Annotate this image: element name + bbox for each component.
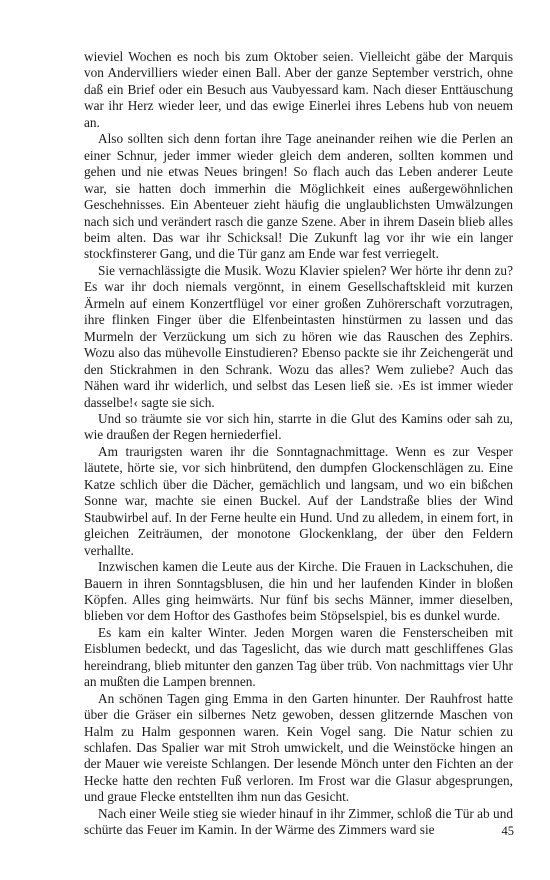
paragraph: Nach einer Weile stieg sie wieder hinauf in ihr Zimmer, schloß die Tür ab und schürte das Feuer im Kamin. In der Wärme des Zimmers ward sie <box>84 805 513 838</box>
paragraph: An schönen Tagen ging Emma in den Garten hinunter. Der Rauhfrost hatte über die Gräser ein silbernes Netz gewoben, dessen glitzernde Maschen von Halm zu Halm gesponnen waren. Kein Vogel sang. Die Natur schien zu schlafen. Das Spalier war mit Stroh umwickelt, und die Weinstöcke hingen an der Mauer wie vereiste Schlangen. Der lesende Mönch unter den Fichten an der Hecke hatte den rechten Fuß verloren. Im Frost war die Glasur abgesprungen, und graue Flecke entstellten ihm nun das Gesicht. <box>84 690 513 805</box>
page-number: 45 <box>501 824 514 838</box>
paragraph: wieviel Wochen es noch bis zum Oktober seien. Vielleicht gäbe der Marquis von Andervilliers wieder einen Ball. Aber der ganze September verstrich, ohne daß ein Brief oder ein Besuch aus Vaubyessard kam. Nach dieser Enttäuschung war ihr Herz wieder leer, und das ewige Einerlei ihres Lebens hub von neuem an. <box>84 49 513 130</box>
paragraph: Also sollten sich denn fortan ihre Tage aneinander reihen wie die Perlen an einer Schnur, jeder immer wieder gleich dem anderen, sollten kommen und gehen und nie etwas Neues bringen! So flach auch das Leben anderer Leute war, sie hatten doch immerhin die Möglichkeit eines außergewöhnlichen Geschehnisses. Ein Abenteuer zieht häufig die unglaublichsten Umwälzungen nach sich und verändert rasch die ganze Szene. Aber in ihrem Dasein blieb alles beim alten. Das war ihr Schicksal! Die Zukunft lag vor ihr wie ein langer stockfinsterer Gang, und die Tür ganz am Ende war fest verriegelt. <box>84 131 513 262</box>
paragraph: Es kam ein kalter Winter. Jeden Morgen waren die Fensterscheiben mit Eisblumen bedeckt, und das Tageslicht, das wie durch matt geschliffenes Glas hereindrang, blieb mitunter den ganzen Tag über trüb. Von nachmittags vier Uhr an mußten die Lampen brennen. <box>84 624 513 690</box>
paragraph: Am traurigsten waren ihr die Sonntagnachmittage. Wenn es zur Vesper läutete, hörte sie, vor sich hinbrütend, den dumpfen Glockenschlägen zu. Eine Katze schlich über die Dächer, gemächlich und langsam, und wo ein bißchen Sonne war, machte sie einen Buckel. Auf der Landstraße blies der Wind Staubwirbel auf. In der Ferne heulte ein Hund. Und zu alledem, in einem fort, in gleichen Zeiträumen, der monotone Glockenklang, der über den Feldern verhallte. <box>84 443 513 558</box>
paragraph: Inzwischen kamen die Leute aus der Kirche. Die Frauen in Lackschuhen, die Bauern in ihren Sonntagsblusen, die hin und her laufenden Kinder in bloßen Köpfen. Alles ging heimwärts. Nur fünf bis sechs Männer, immer dieselben, blieben vor dem Hoftor des Gasthofes beim Stöpselspiel, bis es dunkel wurde. <box>84 559 513 624</box>
paragraph: Sie vernachlässigte die Musik. Wozu Klavier spielen? Wer hörte ihr denn zu? Es war ihr doch niemals vergönnt, in einem Gesellschaftskleid mit kurzen Ärmeln auf einem Konzertflügel vor einer großen Zuhörerschaft vorzutragen, ihre flinken Finger über die Elfenbeintasten hinstürmen zu lassen und das Murmeln der Verzückung um sich zu hören wie das Rauschen des Zephirs. Wozu also das mühevolle Einstudieren? Ebenso packte sie ihr Zeichengerät und den Stickrahmen in den Schrank. Wozu das alles? Wem zuliebe? Auch das Nähen ward ihr widerlich, und selbst das Lesen ließ sie. ›Es ist immer wieder dasselbe!‹ sagte sie sich. <box>84 262 513 410</box>
body-text <box>84 49 513 839</box>
paragraph: Und so träumte sie vor sich hin, starrte in die Glut des Kamins oder sah zu, wie draußen der Regen herniederfiel. <box>84 410 513 443</box>
